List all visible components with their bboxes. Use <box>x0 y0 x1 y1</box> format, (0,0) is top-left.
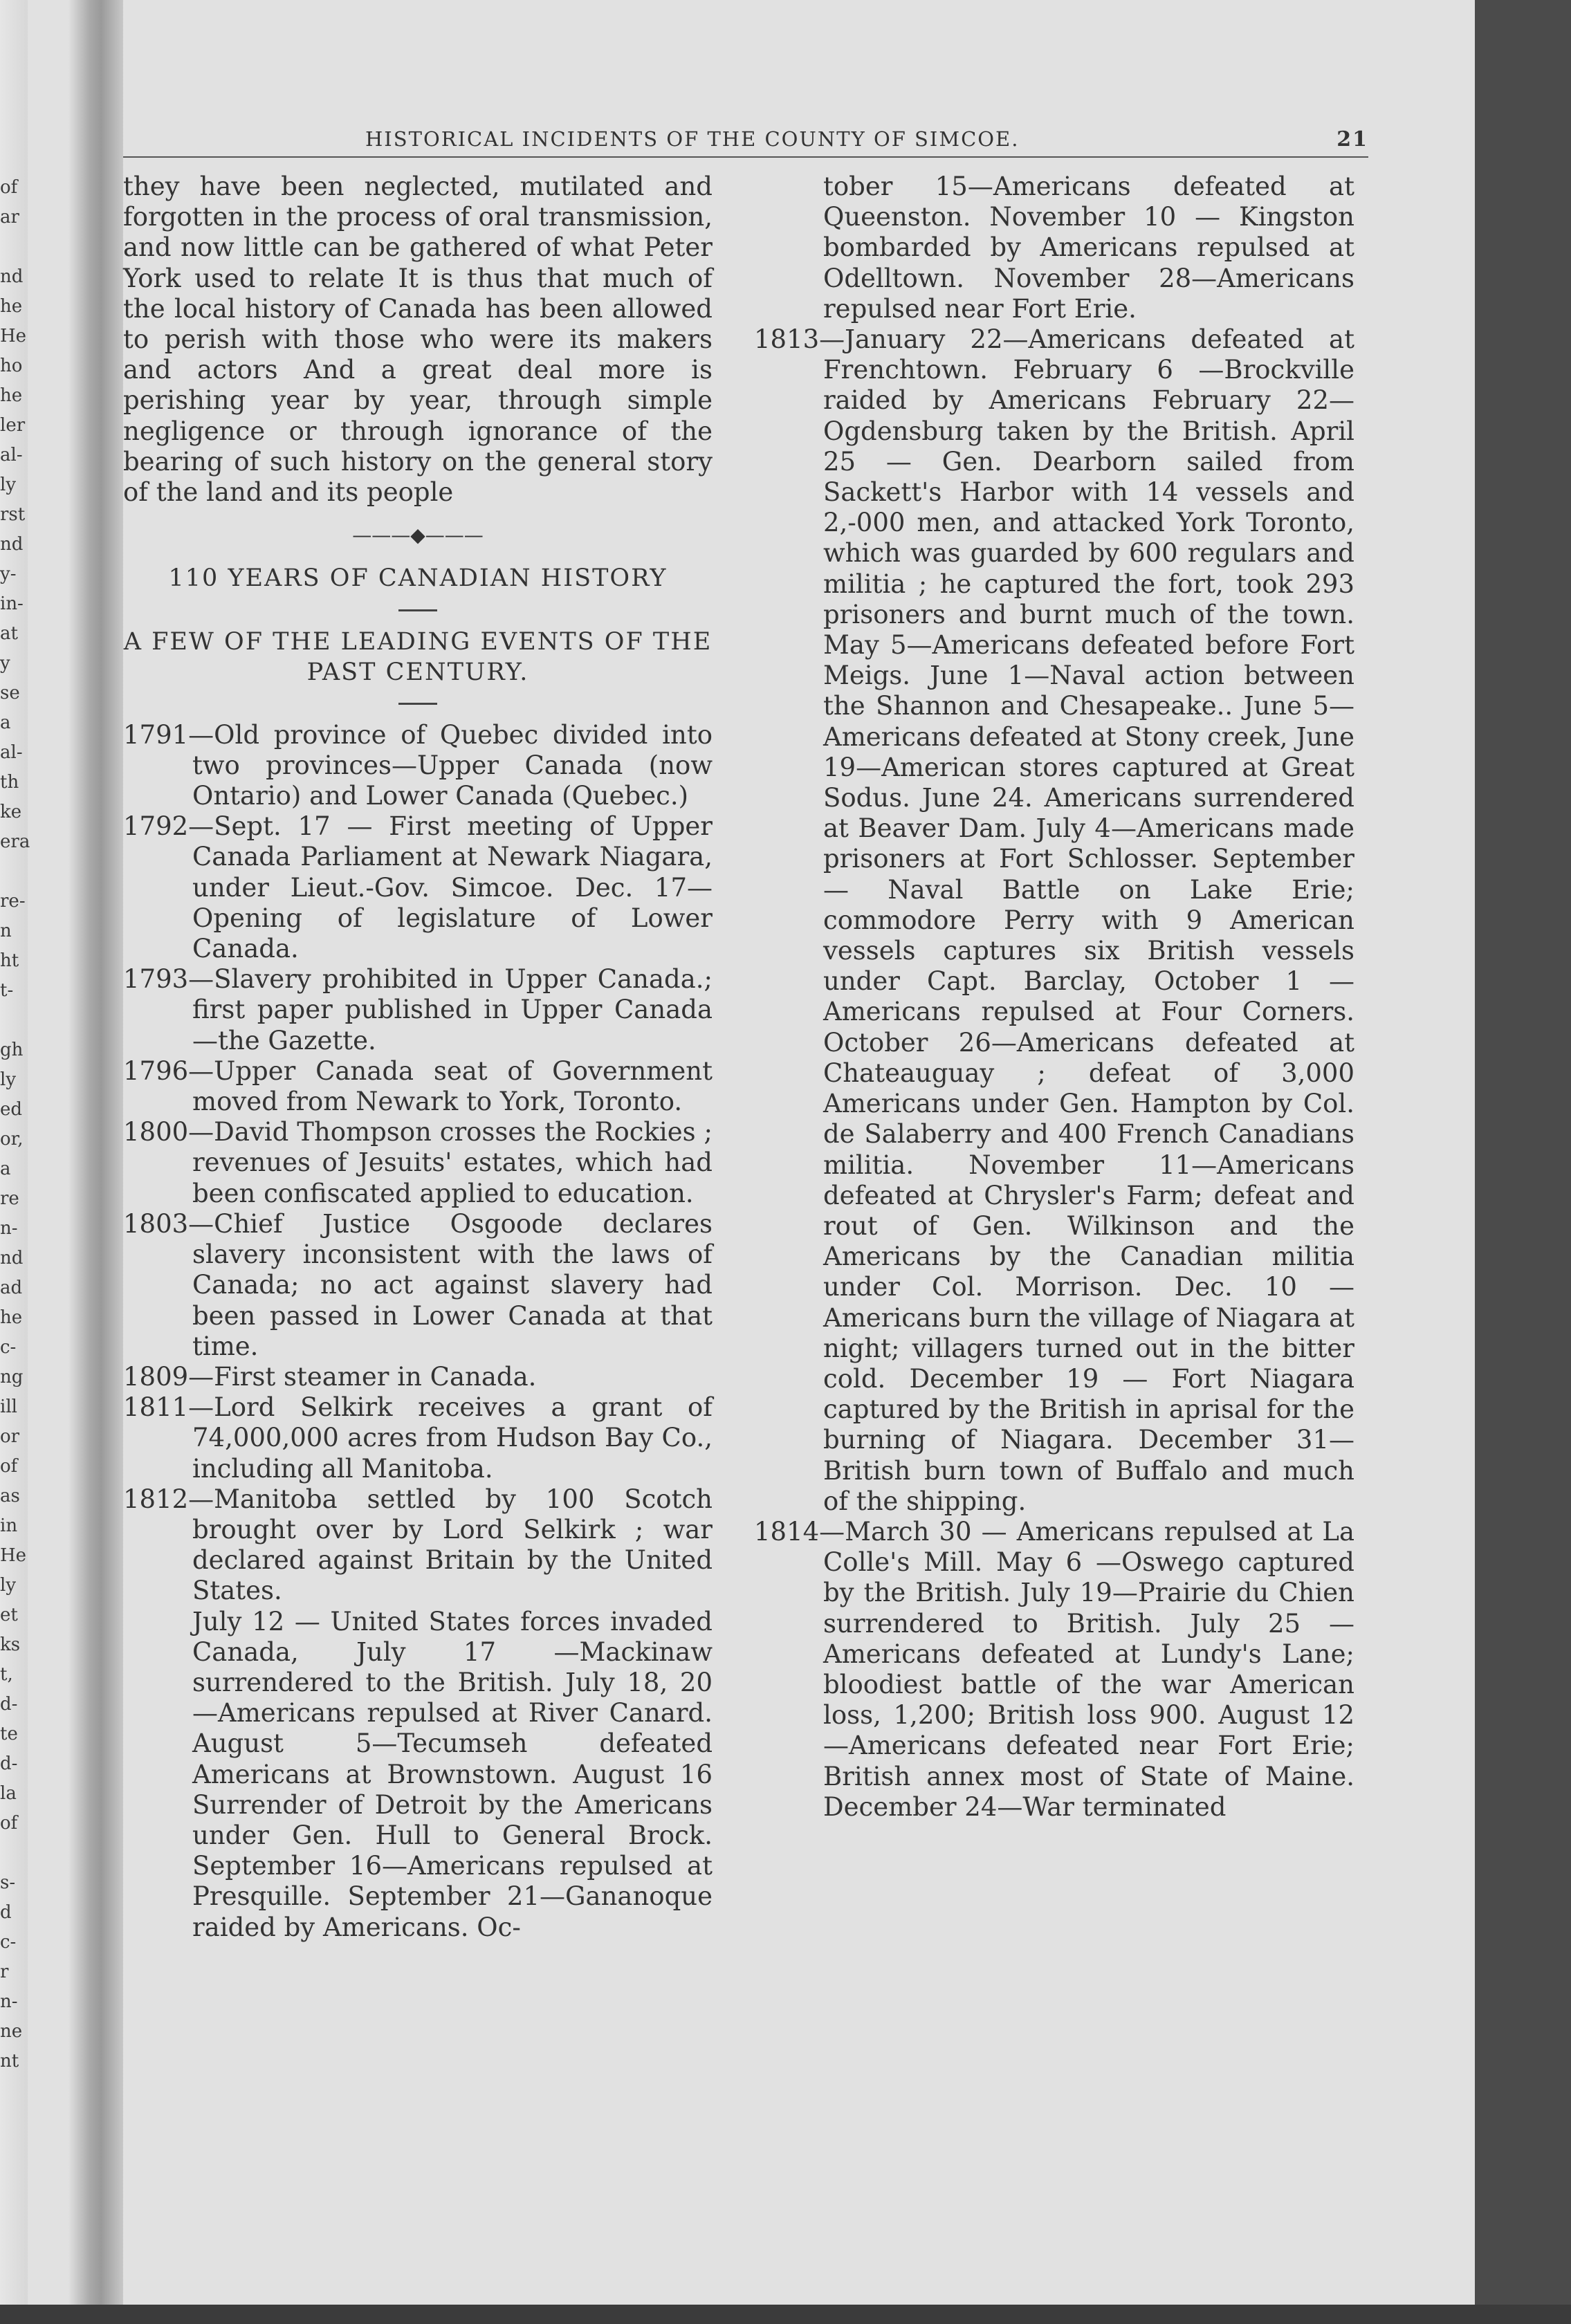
margin-fragment: y <box>0 653 10 674</box>
margin-fragment: al- <box>0 445 23 465</box>
dark-background-right <box>1475 0 1571 2324</box>
margin-fragment: ly <box>0 1575 17 1596</box>
timeline-entry-1809: 1809—First steamer in Canada. <box>123 1361 537 1392</box>
left-column <box>123 172 713 1943</box>
margin-fragment: He <box>0 326 27 347</box>
margin-fragment: nd <box>0 534 24 555</box>
timeline-entry-1792: 1792—Sept. 17 — First meeting of Upper Canada Parliament at Newark Niagara, under Lieut.-Gov. Simcoe. Dec. 17—Opening of legislature of Lower Canada. <box>123 811 713 964</box>
margin-fragment: s- <box>0 1872 16 1893</box>
section-heading: 110 YEARS OF CANADIAN HISTORY <box>168 564 668 593</box>
margin-fragment: y- <box>0 564 17 584</box>
margin-fragment: ler <box>0 415 26 436</box>
margin-fragment: rst <box>0 504 26 525</box>
section-subheading: A FEW OF THE LEADING EVENTS OF THE PAST CENTURY. <box>123 627 713 686</box>
margin-fragment: d- <box>0 1694 18 1715</box>
page-number: 21 <box>1336 127 1368 151</box>
margin-fragment <box>0 1838 30 1868</box>
timeline-entry-1812: 1812—Manitoba settled by 100 Scotch brought over by Lord Selkirk ; war declared against Britain by the United States. <box>123 1484 713 1606</box>
margin-fragment: n- <box>0 1991 18 2012</box>
margin-fragment: ks <box>0 1634 21 1655</box>
margin-fragment <box>0 232 30 262</box>
margin-fragment: or <box>0 1426 20 1447</box>
margin-fragment: he <box>0 296 23 317</box>
margin-fragment: ng <box>0 1367 24 1387</box>
margin-fragment: ly <box>0 1069 17 1090</box>
margin-fragment: c- <box>0 1932 17 1953</box>
margin-fragment: ly <box>0 474 17 495</box>
margin-fragment: ill <box>0 1396 17 1417</box>
short-rule <box>398 609 437 611</box>
timeline-entry-1814: 1814—March 30 — Americans repulsed at La Colle's Mill. May 6 —Oswego captured by the British. July 19—Prairie du Chien surrendered to British. July 25 — Americans defeated at Lundy's Lane; bloodiest battle of the war American loss, 1,200; British loss 900. August 12—Americans defeated near Fort Erie; British annex most of State of Maine. December 24—War terminated <box>754 1516 1354 1822</box>
timeline-entry-1811: 1811—Lord Selkirk receives a grant of 74,000,000 acres from Hudson Bay Co., including all Manitoba. <box>123 1392 713 1484</box>
running-head <box>123 127 1368 151</box>
margin-fragment: in <box>0 1515 18 1536</box>
margin-fragment: re <box>0 1188 19 1209</box>
margin-fragment: ed <box>0 1099 23 1120</box>
dark-background-bottom <box>0 2305 1571 2324</box>
intro-paragraph: they have been neglected, mutilated and forgotten in the process of oral transmission, and now little can be gathered of what Peter York used to relate It is thus that much of the local history of Canada has been allowed to perish with those who were its makers and actors And a great deal more is perishing year by year, through simple negligence or through ignorance of the bearing of such history on the general story of the land and its people <box>123 172 713 508</box>
timeline-entry-1796: 1796—Upper Canada seat of Government moved from Newark to York, Toronto. <box>123 1055 713 1117</box>
timeline-entry-1800: 1800—David Thompson crosses the Rockies ; revenues of Jesuits' estates, which had been confiscated applied to education. <box>123 1117 713 1208</box>
margin-fragment: a <box>0 712 11 733</box>
margin-fragment: nt <box>0 2051 19 2072</box>
margin-fragment: in- <box>0 593 24 614</box>
margin-fragment: re- <box>0 891 26 912</box>
margin-fragment: of <box>0 177 18 198</box>
margin-fragment: of <box>0 1456 18 1477</box>
margin-fragment: at <box>0 623 18 644</box>
timeline-entry-1812-continued: July 12 — United States forces invaded Canada, July 17 —Mackinaw surrendered to the British. July 18, 20—Americans repulsed at River Canard. August 5—Tecumseh defeated Americans at Brownstown. August 16 Surrender of Detroit by the Americans under Gen. Hull to General Brock. September 16—Americans repulsed at Presquille. September 21—Gananoque raided by Americans. Oc- <box>192 1606 713 1942</box>
margin-fragment: th <box>0 772 19 793</box>
timeline-entry-1793: 1793—Slavery prohibited in Upper Canada.; first paper published in Upper Canada—the Gazette. <box>123 964 713 1055</box>
margin-fragment: t- <box>0 980 14 1001</box>
timeline-entry-1812-continued-right: tober 15—Americans defeated at Queenston. November 10 — Kingston bombarded by Americans repulsed at Odelltown. November 28—Americans repulsed near Fort Erie. <box>823 172 1354 324</box>
margin-fragment: c- <box>0 1337 17 1358</box>
margin-fragment: la <box>0 1783 17 1804</box>
right-column <box>754 172 1354 1823</box>
short-rule <box>398 703 437 705</box>
margin-fragment: or, <box>0 1129 24 1150</box>
margin-fragment: He <box>0 1545 27 1566</box>
margin-fragment: t, <box>0 1664 13 1685</box>
margin-fragment: era <box>0 831 30 852</box>
margin-fragment: ke <box>0 802 22 822</box>
book-gutter-shadow <box>68 0 123 2324</box>
timeline-entry-1813: 1813—January 22—Americans defeated at Frenchtown. February 6 —Brockville raided by Americans February 22—Ogdensburg taken by the British. April 25 — Gen. Dearborn sailed from Sackett's Harbor with 14 vessels and 2,-000 men, and attacked York Toronto, which was guarded by 600 regulars and militia ; he captured the fort, took 293 prisoners and burnt much of the town. May 5—Americans defeated before Fort Meigs. June 1—Naval action between the Shannon and Chesapeake.. June 5—Americans defeated at Stony creek, June 19—American stores captured at Great Sodus. June 24. Americans surrendered at Beaver Dam. July 4—Americans made prisoners at Fort Schlosser. September — Naval Battle on Lake Erie; commodore Perry with 9 American vessels captures six British vessels under Capt. Barclay, October 1 — Americans repulsed at Four Corners. October 26—Americans defeated at Chateauguay ; defeat of 3,000 Americans under Gen. Hampton by Col. de Salaberry and 400 French Canadians militia. November 11—Americans defeated at Chrysler's Farm; defeat and rout of Gen. Wilkinson and the Americans by the Canadian militia under Col. Morrison. Dec. 10 —Americans burn the village of Niagara at night; villagers turned out in the bitter cold. December 19 — Fort Niagara captured by the British in aprisal for the burning of Niagara. December 31—British burn town of Buffalo and much of the shipping. <box>754 324 1354 1516</box>
margin-fragment: n <box>0 921 12 941</box>
margin-fragment: te <box>0 1724 18 1744</box>
margin-fragment: d <box>0 1902 12 1923</box>
header-rule <box>123 156 1368 158</box>
margin-fragment: nd <box>0 1248 24 1269</box>
margin-fragment: ar <box>0 207 19 228</box>
margin-fragment <box>0 857 30 887</box>
margin-fragment: a <box>0 1159 11 1179</box>
margin-fragment <box>0 1006 30 1035</box>
running-head-title: HISTORICAL INCIDENTS OF THE COUNTY OF SIMCOE. <box>365 127 1020 151</box>
margin-fragment: d- <box>0 1753 18 1774</box>
margin-fragment: he <box>0 385 23 406</box>
margin-fragment: al- <box>0 742 23 763</box>
margin-fragment: gh <box>0 1040 24 1060</box>
margin-fragment: he <box>0 1307 23 1328</box>
timeline-entry-1803: 1803—Chief Justice Osgoode declares slavery inconsistent with the laws of Canada; no act against slavery had been passed in Lower Canada at that time. <box>123 1208 713 1361</box>
margin-fragment: r <box>0 1962 9 1982</box>
margin-fragment: se <box>0 683 20 703</box>
margin-fragment: of <box>0 1813 18 1834</box>
facing-page-fragments <box>0 173 30 2076</box>
margin-fragment: as <box>0 1486 20 1506</box>
margin-fragment: ne <box>0 2021 23 2042</box>
margin-fragment: n- <box>0 1218 18 1239</box>
margin-fragment: ho <box>0 356 23 376</box>
margin-fragment: nd <box>0 266 24 287</box>
margin-fragment: ad <box>0 1278 23 1298</box>
ornamental-divider: ———◆——— <box>352 524 484 547</box>
timeline-entry-1791: 1791—Old province of Quebec divided into two provinces—Upper Canada (now Ontario) and Lower Canada (Quebec.) <box>123 719 713 811</box>
margin-fragment: et <box>0 1605 18 1625</box>
margin-fragment: ht <box>0 950 19 971</box>
